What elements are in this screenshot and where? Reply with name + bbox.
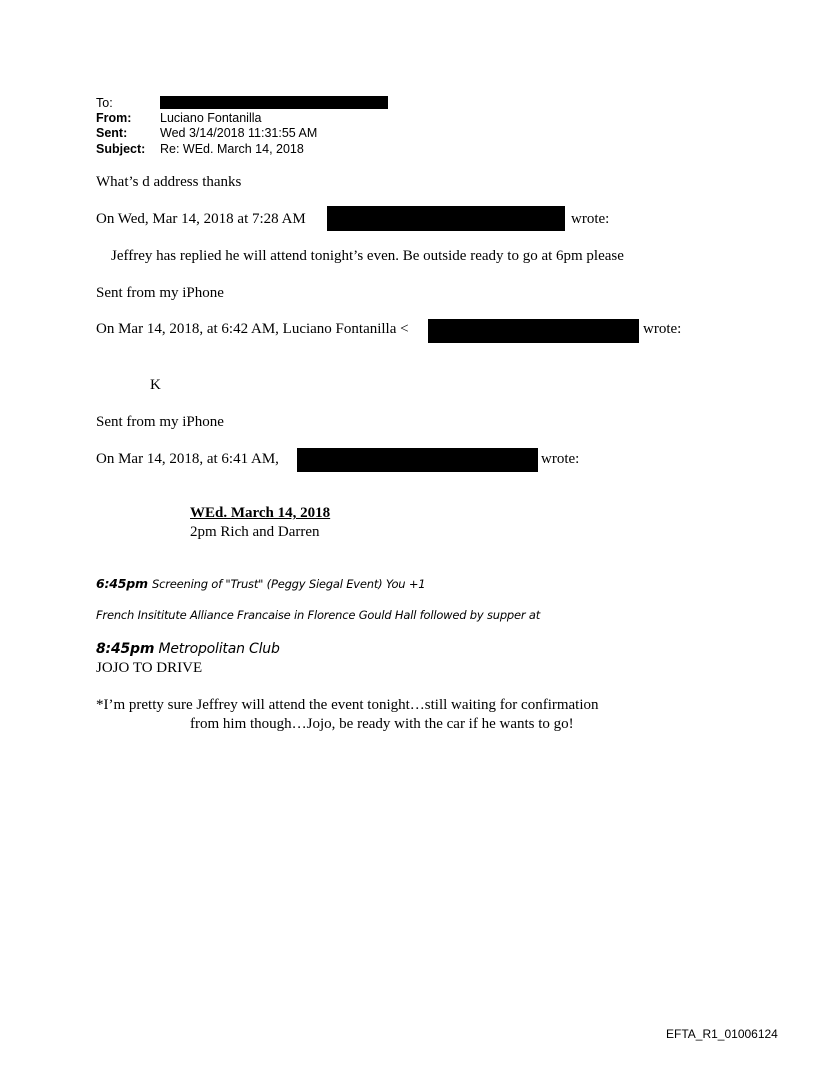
schedule-item-supper-time: 8:45pm — [96, 641, 155, 657]
header-from-value: Luciano Fontanilla — [160, 111, 262, 125]
quote1-text: Jeffrey has replied he will attend tonight’s even. Be outside ready to go at 6pm please — [111, 248, 624, 264]
schedule-item-location: French Insititute Alliance Francaise in Florence Gould Hall followed by supper at — [96, 608, 541, 622]
schedule-item-2pm: 2pm Rich and Darren — [190, 524, 320, 540]
signature2: Sent from my iPhone — [96, 414, 224, 430]
schedule-item-driver: JOJO TO DRIVE — [96, 660, 203, 676]
schedule-note-line1: *I’m pretty sure Jeffrey will attend the event tonight…still waiting for confirmation — [96, 697, 599, 713]
document-id: EFTA_R1_01006124 — [666, 1027, 778, 1041]
signature1: Sent from my iPhone — [96, 285, 224, 301]
header-from-label: From: — [96, 111, 132, 125]
quote3-wrote: wrote: — [541, 451, 580, 467]
header-subject-value: Re: WEd. March 14, 2018 — [160, 142, 304, 156]
schedule-item-supper-text: Metropolitan Club — [154, 641, 280, 657]
header-sent-label: Sent: — [96, 126, 128, 140]
schedule-item-screening-time: 6:45pm — [96, 576, 153, 591]
reply-text: What’s d address thanks — [96, 174, 242, 190]
schedule-note-line2: from him though…Jojo, be ready with the car if he wants to go! — [190, 716, 574, 732]
header-to-label: To: — [96, 96, 113, 110]
schedule-item-supper — [96, 641, 280, 657]
redaction-quote1-sender — [327, 206, 565, 231]
quote2-wrote: wrote: — [643, 321, 682, 337]
quote2-intro: On Mar 14, 2018, at 6:42 AM, Luciano Fontanilla < — [96, 321, 409, 337]
quote1-wrote: wrote: — [571, 211, 610, 227]
schedule-item-screening — [96, 576, 425, 591]
redaction-quote2-email — [428, 319, 639, 343]
schedule-item-screening-text: Screening of "Trust" (Peggy Siegal Event) You +1 — [152, 577, 426, 591]
quote1-intro: On Wed, Mar 14, 2018 at 7:28 AM — [96, 211, 306, 227]
schedule-date-heading: WEd. March 14, 2018 — [190, 505, 331, 521]
redaction-quote3-sender — [297, 448, 538, 472]
quote2-text: K — [150, 377, 161, 393]
redaction-to-address — [160, 96, 388, 109]
header-sent-value: Wed 3/14/2018 11:31:55 AM — [160, 126, 318, 140]
header-subject-label: Subject: — [96, 142, 146, 156]
quote3-intro: On Mar 14, 2018, at 6:41 AM, — [96, 451, 279, 467]
